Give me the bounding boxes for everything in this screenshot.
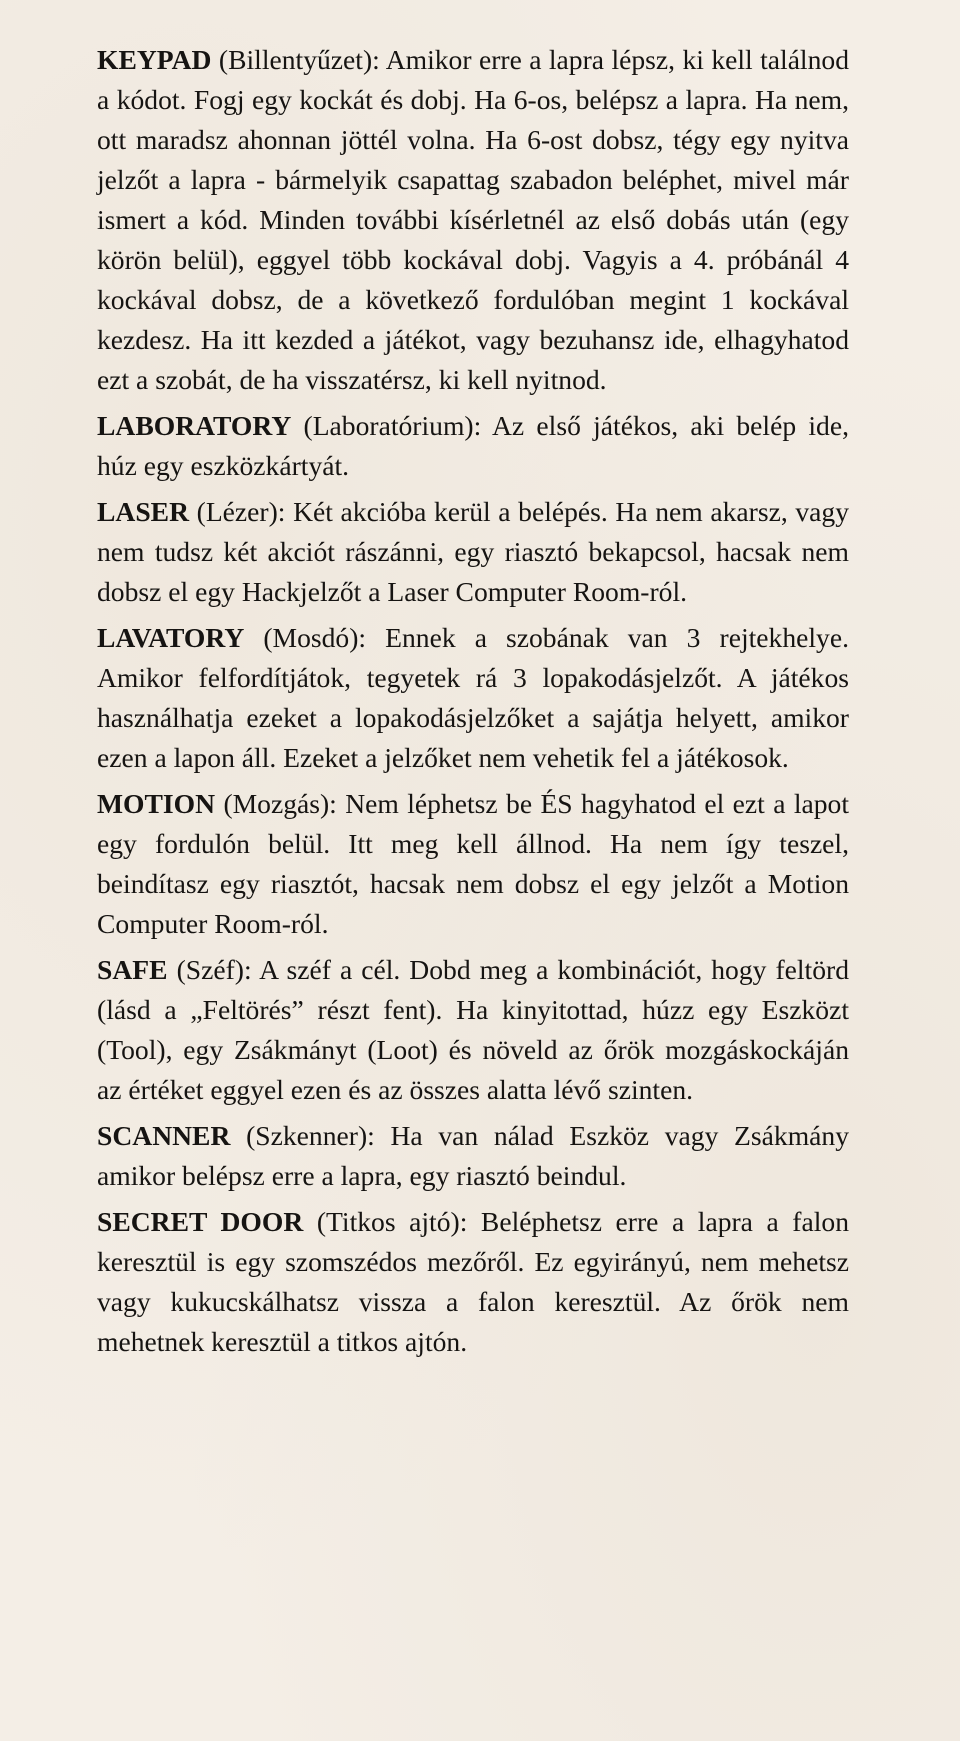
entry-safe — [97, 950, 849, 1110]
entry-term: SAFE — [97, 954, 168, 985]
entry-text: (Széf): A széf a cél. Dobd meg a kombinációt, hogy feltörd (lásd a „Feltörés” részt fent). Ha kinyitottad, húzz egy Eszközt (Tool), egy Zsákmányt (Loot) és növeld az őrök mozgáskockáján az értéket eggyel ezen és az összes alatta lévő szinten. — [97, 954, 849, 1105]
entry-motion — [97, 784, 849, 944]
entry-text: (Mosdó): Ennek a szobának van 3 rejtekhelye. Amikor felfordítjátok, tegyetek rá 3 lopakodásjelzőt. A játékos használhatja ezeket a lopakodásjelzőket a sajátja helyett, amikor ezen a lapon áll. Ezeket a jelzőket nem vehetik fel a játékosok. — [97, 622, 849, 773]
entry-text: (Laboratórium): Az első játékos, aki belép ide, húz egy eszközkártyát. — [97, 410, 849, 481]
entry-term: LABORATORY — [97, 410, 292, 441]
entry-term: SCANNER — [97, 1120, 231, 1151]
entry-secret-door — [97, 1202, 849, 1362]
entry-term: SECRET DOOR — [97, 1206, 304, 1237]
entry-keypad — [97, 40, 849, 400]
entry-term: LAVATORY — [97, 622, 245, 653]
entry-lavatory — [97, 618, 849, 778]
entry-term: LASER — [97, 496, 190, 527]
entry-text: (Mozgás): Nem léphetsz be ÉS hagyhatod el ezt a lapot egy fordulón belül. Itt meg kell állnod. Ha nem így teszel, beindítasz egy riasztót, hacsak nem dobsz el egy jelzőt a Motion Computer Room-ról. — [97, 788, 849, 939]
entry-scanner — [97, 1116, 849, 1196]
rules-page — [97, 40, 849, 1368]
entry-laser — [97, 492, 849, 612]
entry-term: MOTION — [97, 788, 216, 819]
entry-text: (Titkos ajtó): Beléphetsz erre a lapra a falon keresztül is egy szomszédos mezőről. Ez egyirányú, nem mehetsz vagy kukucskálhatsz vissza a falon keresztül. Az őrök nem mehetnek keresztül a titkos ajtón. — [97, 1206, 849, 1357]
entry-term: KEYPAD — [97, 44, 212, 75]
entry-text: (Szkenner): Ha van nálad Eszköz vagy Zsákmány amikor belépsz erre a lapra, egy riasztó beindul. — [97, 1120, 849, 1191]
entry-text: (Lézer): Két akcióba kerül a belépés. Ha nem akarsz, vagy nem tudsz két akciót rászánni, egy riasztó bekapcsol, hacsak nem dobsz el egy Hackjelzőt a Laser Computer Room-ról. — [97, 496, 849, 607]
entry-text: (Billentyűzet): Amikor erre a lapra lépsz, ki kell találnod a kódot. Fogj egy kockát és dobj. Ha 6-os, belépsz a lapra. Ha nem, ott maradsz ahonnan jöttél volna. Ha 6-ost dobsz, tégy egy nyitva jelzőt a lapra - bármelyik csapattag szabadon beléphet, mivel már ismert a kód. Minden további kísérletnél az első dobás után (egy körön belül), eggyel több kockával dobj. Vagyis a 4. próbánál 4 kockával dobsz, de a következő fordulóban megint 1 kockával kezdesz. Ha itt kezded a játékot, vagy bezuhansz ide, elhagyhatod ezt a szobát, de ha visszatérsz, ki kell nyitnod. — [97, 44, 849, 395]
entry-laboratory — [97, 406, 849, 486]
